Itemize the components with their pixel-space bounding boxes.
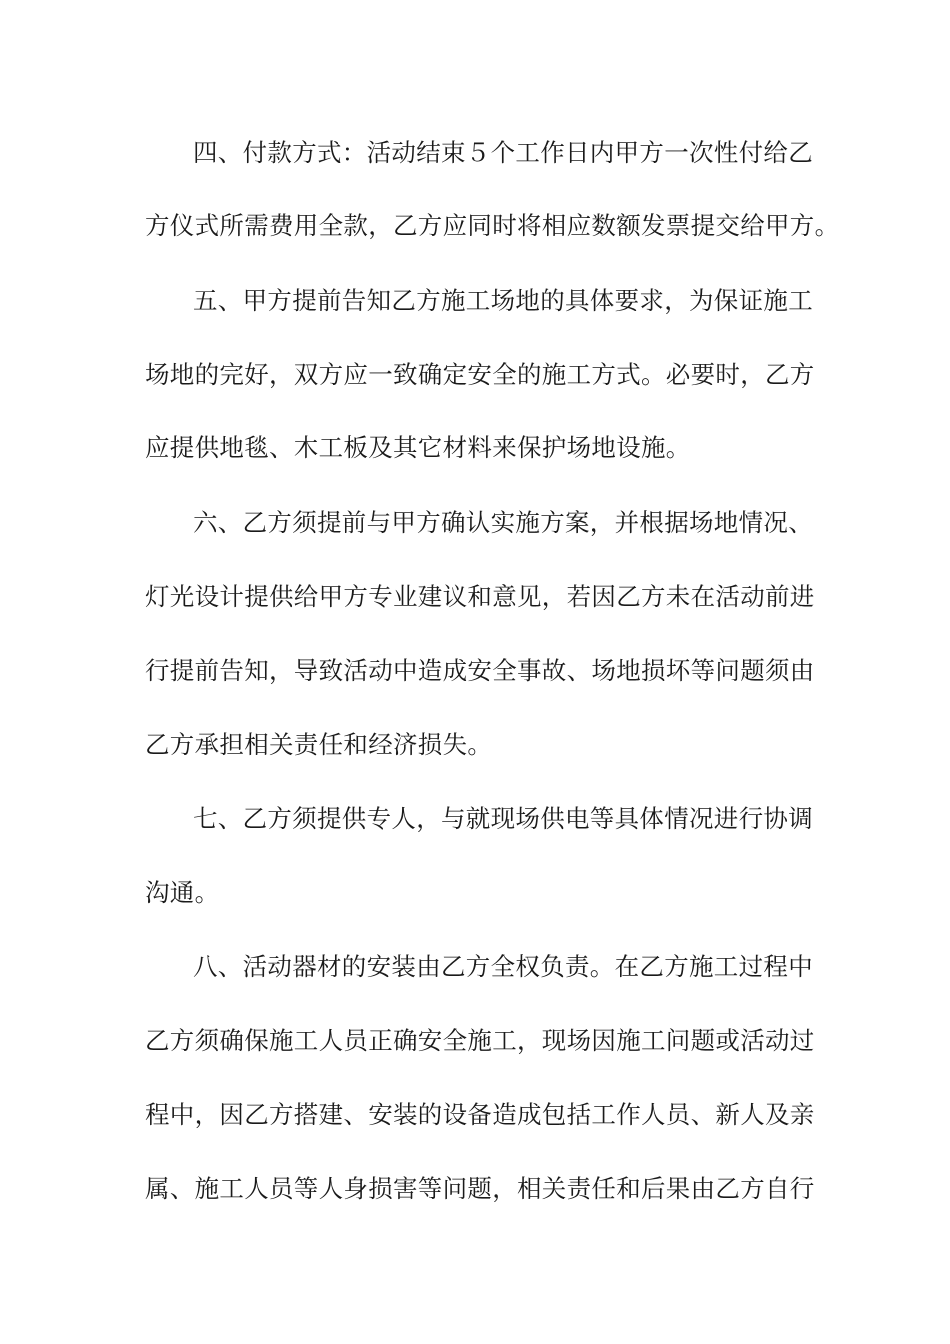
clause-5-line-1: 五、甲方提前告知乙方施工场地的具体要求，为保证施工: [193, 286, 813, 315]
clause-8-line-1: 八、活动器材的安装由乙方全权负责。在乙方施工过程中: [193, 952, 813, 981]
clause-7-line-1: 七、乙方须提供专人，与就现场供电等具体情况进行协调: [193, 804, 813, 833]
clause-8-line-4: 属、施工人员等人身损害等问题，相关责任和后果由乙方自行: [145, 1174, 815, 1203]
clause-4-line-1: 四、付款方式：活动结束５个工作日内甲方一次性付给乙: [193, 138, 813, 167]
clause-8-line-3: 程中，因乙方搭建、安装的设备造成包括工作人员、新人及亲: [145, 1100, 815, 1129]
clause-5-line-3: 应提供地毯、木工板及其它材料来保护场地设施。: [145, 433, 691, 462]
clause-7-line-2: 沟通。: [145, 878, 220, 907]
clause-6-line-2: 灯光设计提供给甲方专业建议和意见，若因乙方未在活动前进: [145, 582, 815, 611]
clause-6-line-4: 乙方承担相关责任和经济损失。: [145, 730, 493, 759]
clause-4-line-2: 方仪式所需费用全款，乙方应同时将相应数额发票提交给甲方。: [145, 211, 840, 240]
clause-6-line-1: 六、乙方须提前与甲方确认实施方案，并根据场地情况、: [193, 508, 813, 537]
clause-6-line-3: 行提前告知，导致活动中造成安全事故、场地损坏等问题须由: [145, 656, 815, 685]
clause-5-line-2: 场地的完好，双方应一致确定安全的施工方式。必要时，乙方: [145, 360, 815, 389]
clause-8-line-2: 乙方须确保施工人员正确安全施工，现场因施工问题或活动过: [145, 1026, 815, 1055]
